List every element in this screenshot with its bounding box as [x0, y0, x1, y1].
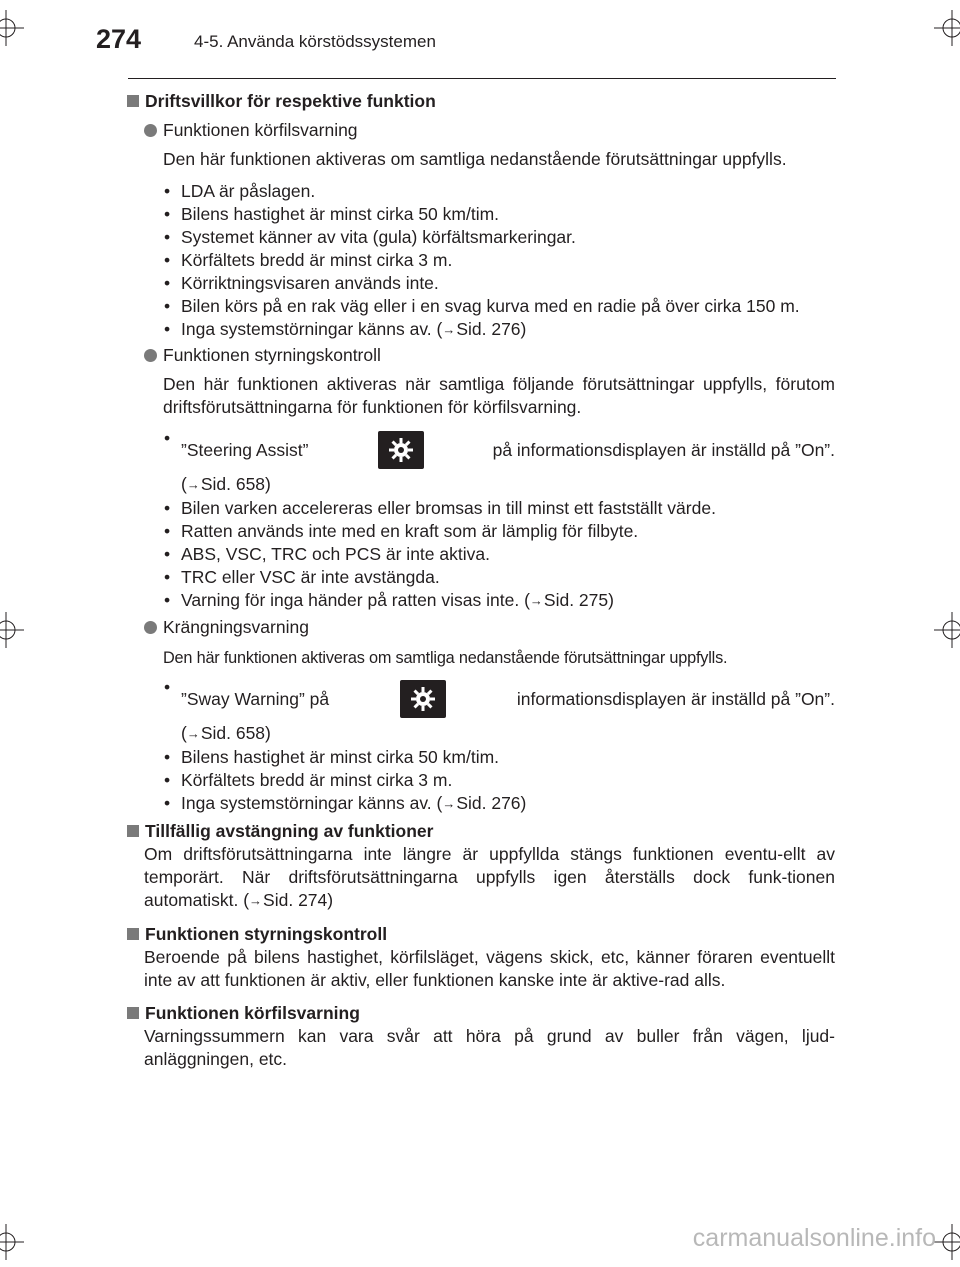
right-arrow-icon: → — [186, 726, 200, 741]
section-title-korfilsvarning: Funktionen körfilsvarning — [125, 1002, 835, 1025]
paragraph: Beroende på bilens hastighet, körfilsläget, vägens skick, etc, känner föraren eventuellt inte av att funktionen är aktiv, eller funktionen kanske inte är aktive-rad alls. — [144, 947, 835, 990]
right-arrow-icon: → — [529, 593, 543, 608]
registration-mark-top-left-icon — [0, 10, 24, 46]
list-item: • Körfältets bredd är minst cirka 3 m. — [163, 249, 835, 272]
paragraph: Varningssummern kan vara svår att höra på grund av buller från vägen, ljud-anläggningen, etc. — [144, 1026, 835, 1069]
registration-mark-top-right-icon — [934, 10, 960, 46]
header-divider — [128, 78, 836, 79]
paragraph: Den här funktionen aktiveras om samtliga nedanstående förutsättningar uppfylls. — [163, 149, 787, 169]
paragraph: Den här funktionen aktiveras om samtliga nedanstående förutsättningar uppfylls. — [163, 649, 728, 667]
registration-mark-mid-right-icon — [934, 612, 960, 648]
right-arrow-icon: → — [249, 893, 263, 908]
list-item: • Bilen körs på en rak väg eller i en svag kurva med en radie på över cirka 150 m. — [163, 295, 835, 318]
list-item: • Bilens hastighet är minst cirka 50 km/tim. — [163, 746, 835, 769]
list-item: • ABS, VSC, TRC och PCS är inte aktiva. — [163, 543, 835, 566]
list-item: • Bilen varken accelereras eller bromsas in till minst ett fastställt värde. — [163, 497, 835, 520]
square-bullet-icon — [127, 825, 139, 837]
page-reference[interactable]: →Sid. 658) — [186, 723, 271, 743]
round-bullet-icon — [144, 124, 157, 137]
section-title-driftsvillkor: Driftsvillkor för respektive funktion — [125, 90, 835, 113]
page-content — [125, 90, 835, 1071]
round-bullet-icon — [144, 621, 157, 634]
paragraph: Den här funktionen aktiveras när samtliga följande förutsättningar uppfylls, förutom driftsförutsättningarna för funktionen för körfilsvarning. — [163, 374, 835, 417]
gear-icon — [378, 431, 424, 469]
registration-mark-bottom-right-icon — [934, 1224, 960, 1260]
list-item: • LDA är påslagen. — [163, 180, 835, 203]
subsection-title-styrningskontroll: Funktionen styrningskontroll — [125, 344, 835, 367]
page-reference[interactable]: →Sid. 274) — [249, 890, 334, 910]
list-item: • TRC eller VSC är inte avstängda. — [163, 566, 835, 589]
gear-icon — [400, 680, 446, 718]
square-bullet-icon — [127, 1007, 139, 1019]
right-arrow-icon: → — [442, 796, 456, 811]
page-reference[interactable]: →Sid. 275) — [529, 590, 614, 610]
list-item: • Bilens hastighet är minst cirka 50 km/tim. — [163, 203, 835, 226]
list-item: • Inga systemstörningar känns av. (→Sid. 276) — [163, 792, 835, 816]
paragraph: Om driftsförutsättningarna inte längre är uppfyllda stängs funktionen eventu-ellt av temporärt. När driftsförutsättningarna uppfylls igen återställs dock funk-tionen automatiskt. (→Sid. 274) — [144, 844, 835, 910]
registration-mark-mid-left-icon — [0, 612, 24, 648]
watermark[interactable]: carmanualsonline.info — [692, 1224, 936, 1252]
list-item: • Inga systemstörningar känns av. (→Sid. 276) — [163, 318, 835, 342]
list-item: • Varning för inga händer på ratten visas inte. (→Sid. 275) — [163, 589, 835, 613]
chapter-title: 4-5. Använda körstödssystemen — [194, 32, 436, 51]
square-bullet-icon — [127, 95, 139, 107]
list-item: • Körriktningsvisaren används inte. — [163, 272, 835, 295]
bullet-list — [125, 427, 835, 613]
right-arrow-icon: → — [186, 477, 200, 492]
square-bullet-icon — [127, 928, 139, 940]
bullet-list — [125, 180, 835, 342]
list-item: • ”Sway Warning” på informationsdisplayen är inställd på ”On”. (→Sid. 658) — [163, 676, 835, 746]
registration-mark-bottom-left-icon — [0, 1224, 24, 1260]
page-number: 274 — [96, 24, 142, 54]
page-reference[interactable]: →Sid. 658) — [186, 474, 271, 494]
section-title-tillfallig-avstangning: Tillfällig avstängning av funktioner — [125, 820, 835, 843]
round-bullet-icon — [144, 349, 157, 362]
list-item: • Körfältets bredd är minst cirka 3 m. — [163, 769, 835, 792]
page-reference[interactable]: →Sid. 276) — [442, 319, 527, 339]
right-arrow-icon: → — [442, 322, 456, 337]
bullet-list — [125, 676, 835, 816]
list-item: • ”Steering Assist” på informationsdisplayen är inställd på ”On”. (→Sid. 658) — [163, 427, 835, 497]
section-title-styrningskontroll: Funktionen styrningskontroll — [125, 923, 835, 946]
subsection-title-korfilsvarning: Funktionen körfilsvarning — [125, 119, 835, 142]
list-item: • Systemet känner av vita (gula) körfältsmarkeringar. — [163, 226, 835, 249]
list-item: • Ratten används inte med en kraft som är lämplig för filbyte. — [163, 520, 835, 543]
page-reference[interactable]: →Sid. 276) — [442, 793, 527, 813]
subsection-title-krangningsvarning: Krängningsvarning — [125, 616, 835, 639]
